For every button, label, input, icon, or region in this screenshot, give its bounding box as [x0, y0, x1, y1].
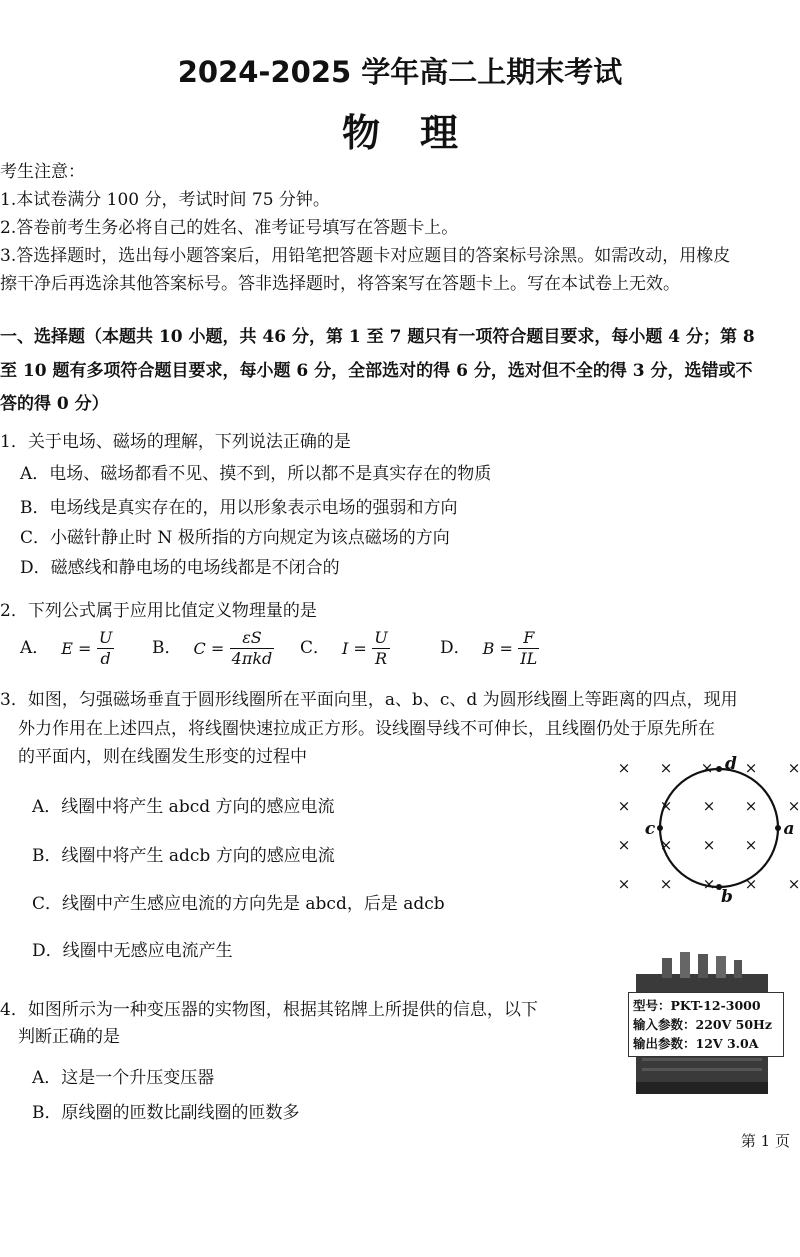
field-cross: × [659, 759, 673, 777]
q4-option-b: B．原线圈的匝数比副线圈的匝数多 [32, 1103, 300, 1123]
question-1-stem: 1．关于电场、磁场的理解，下列说法正确的是 [0, 432, 351, 452]
terminal [716, 956, 726, 978]
exam-title: 2024-2025 学年高二上期末考试 [177, 55, 623, 89]
q2-option-b [152, 628, 274, 669]
field-cross: × [700, 759, 714, 777]
section-instructions: 一、选择题（本题共 10 小题，共 46 分，第 1 至 7 题只有一项符合题目要求，每小题 4 分；第 8 [0, 327, 755, 347]
point-a [775, 825, 781, 831]
nameplate-input: 输入参数：220V 50Hz [633, 1017, 772, 1032]
q2-option-c [300, 628, 390, 669]
notice-heading: 考生注意： [0, 162, 85, 182]
field-cross: × [744, 797, 758, 815]
nameplate-model: 型号：PKT-12-3000 [633, 998, 761, 1013]
point-c [657, 825, 663, 831]
field-cross: × [744, 836, 758, 854]
question-3-stem: 3．如图，匀强磁场垂直于圆形线圈所在平面向里，a、b、c、d 为圆形线圈上等距离的四点，现用 [0, 690, 738, 710]
q1-option-a: A．电场、磁场都看不见、摸不到，所以都不是真实存在的物质 [20, 464, 492, 484]
field-cross: × [617, 875, 631, 893]
q4-option-a: A．这是一个升压变压器 [32, 1068, 215, 1088]
numerator: F [518, 628, 539, 649]
option-label: C． [300, 638, 331, 658]
numerator: U [98, 628, 113, 647]
formula-fraction [518, 628, 539, 669]
field-cross: × [702, 875, 716, 893]
denominator: IL [520, 649, 538, 668]
field-cross: × [744, 759, 758, 777]
field-cross: × [787, 875, 800, 893]
denominator: 4πkd [231, 649, 273, 668]
q3-option-b: B．线圈中将产生 adcb 方向的感应电流 [32, 846, 335, 866]
label-b: b [721, 887, 733, 902]
formula-fraction [97, 628, 114, 669]
q3-option-c: C．线圈中产生感应电流的方向先是 abcd，后是 adcb [32, 894, 445, 914]
q3-option-d: D．线圈中无感应电流产生 [32, 941, 233, 961]
formula-lhs: E = [61, 639, 92, 658]
numerator: U [374, 628, 388, 647]
question-4-stem: 判断正确的是 [18, 1027, 120, 1047]
numerator: εS [230, 628, 275, 649]
point-d [716, 766, 722, 772]
field-cross: × [617, 836, 631, 854]
q1-option-c: C．小磁针静止时 N 极所指的方向规定为该点磁场的方向 [20, 528, 450, 548]
terminal [680, 952, 690, 978]
question-4-stem: 4．如图所示为一种变压器的实物图，根据其铭牌上所提供的信息，以下 [0, 1000, 538, 1020]
transformer-nameplate [628, 992, 784, 1057]
denominator: R [374, 649, 387, 668]
option-label: B． [152, 638, 182, 658]
field-cross: × [787, 797, 800, 815]
page-number: 第 1 页 [740, 1132, 790, 1150]
option-label: D． [440, 638, 471, 658]
field-cross: × [659, 875, 673, 893]
question-3-stem: 外力作用在上述四点，将线圈快速拉成正方形。设线圈导线不可伸长，且线圈仍处于原先所在 [18, 719, 715, 739]
question-2-stem: 2．下列公式属于应用比值定义物理量的是 [0, 601, 317, 621]
field-cross: × [659, 836, 673, 854]
section-instructions: 至 10 题有多项符合题目要求，每小题 6 分，全部选对的得 6 分，选对但不全的得 3 分，选错或不 [0, 361, 753, 381]
terminal [698, 954, 708, 978]
terminal [662, 958, 672, 978]
option-label: A． [20, 638, 50, 658]
field-cross: × [617, 797, 631, 815]
section-instructions: 答的得 0 分） [0, 394, 109, 414]
formula-lhs: I = [342, 639, 367, 658]
formula-fraction [230, 628, 275, 669]
transformer-base [636, 1082, 768, 1094]
label-c: c [644, 819, 656, 839]
core-lamination [642, 1058, 762, 1061]
field-cross: × [702, 836, 716, 854]
q2-option-a [20, 628, 114, 669]
q2-option-d [440, 628, 539, 669]
field-cross: × [787, 759, 800, 777]
notice-item: 2.答卷前考生务必将自己的姓名、准考证号填写在答题卡上。 [0, 218, 459, 238]
notice-item: 擦干净后再选涂其他答案标号。答非选择题时，将答案写在答题卡上。写在本试卷上无效。 [0, 274, 680, 294]
label-a: a [783, 819, 795, 839]
formula-lhs: B = [482, 639, 513, 658]
q1-option-d: D．磁感线和静电场的电场线都是不闭合的 [20, 558, 340, 578]
field-cross: × [702, 797, 716, 815]
coil-circle [660, 769, 778, 887]
core-lamination [642, 1068, 762, 1071]
formula-fraction [372, 628, 389, 669]
denominator: d [100, 649, 111, 668]
terminal [734, 960, 742, 978]
nameplate-output: 输出参数：12V 3.0A [633, 1036, 759, 1051]
formula-lhs: C = [193, 639, 225, 658]
q3-option-a: A．线圈中将产生 abcd 方向的感应电流 [32, 797, 335, 817]
magnetic-field-coil-figure [608, 752, 800, 902]
q1-option-b: B．电场线是真实存在的，用以形象表示电场的强弱和方向 [20, 498, 458, 518]
label-d: d [725, 754, 737, 774]
notice-item: 3.答选择题时，选出每小题答案后，用铅笔把答题卡对应题目的答案标号涂黑。如需改动，用橡皮 [0, 246, 731, 266]
field-cross: × [617, 759, 631, 777]
subject-title: 物理 [341, 111, 498, 155]
notice-item: 1.本试卷满分 100 分，考试时间 75 分钟。 [0, 190, 330, 210]
question-3-stem: 的平面内，则在线圈发生形变的过程中 [18, 747, 307, 767]
field-cross: × [744, 875, 758, 893]
field-cross: × [659, 797, 673, 815]
